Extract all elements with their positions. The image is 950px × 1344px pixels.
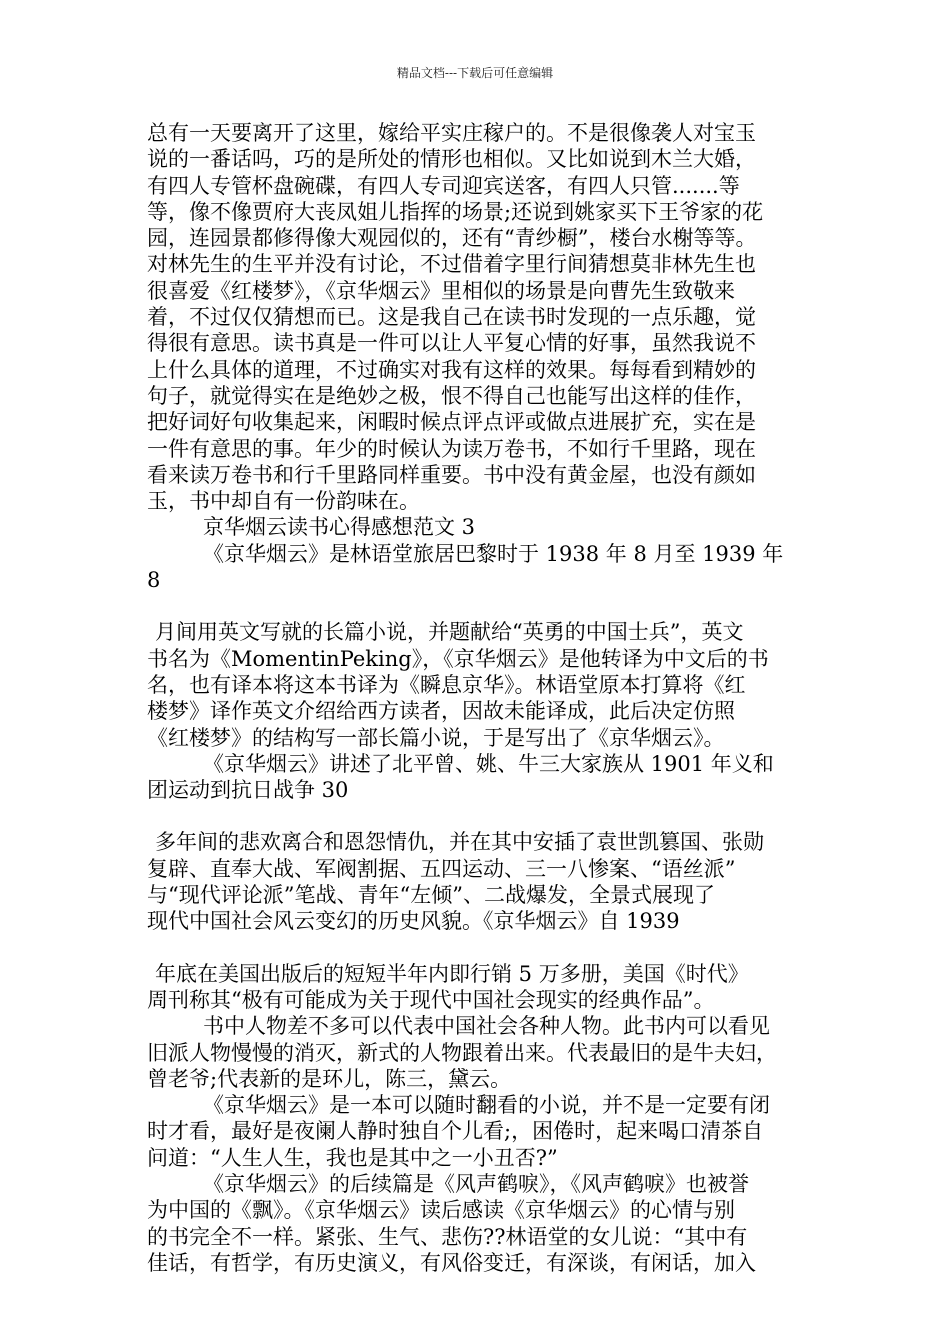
page-header: 精品文档---下载后可任意编辑 <box>396 66 554 80</box>
text-line: 名，也有译本将这本书译为《瞬息京华》。林语堂原本打算将《红 <box>147 672 746 697</box>
text-line: 《京华烟云》是一本可以随时翻看的小说，并不是一定要有闭 <box>203 1093 770 1118</box>
text-line: 多年间的悲欢离合和恩怨情仇，并在其中安插了袁世凯篡国、张勋 <box>155 830 764 855</box>
blank-line <box>147 803 807 829</box>
blank-line <box>147 935 807 961</box>
text-line: 很喜爱《红楼梦》，《京华烟云》里相似的场景是向曹先生致敬来 <box>147 278 735 303</box>
text-line: 园，连园景都修得像大观园似的，还有“青纱橱”，楼台水榭等等。 <box>147 226 757 251</box>
text-line: 的书完全不一样。紧张、生气、悲伤??林语堂的女儿说：“其中有 <box>147 1224 748 1249</box>
text-line: 周刊称其“极有可能成为关于现代中国社会现实的经典作品”。 <box>147 987 715 1012</box>
text-line: 佳话，有哲学，有历史演义，有风俗变迁，有深谈，有闲话，加入 <box>147 1250 756 1275</box>
text-line: 对林先生的生平并没有讨论，不过借着字里行间猜想莫非林先生也 <box>147 252 756 277</box>
text-line: 年底在美国出版后的短短半年内即行销 5 万多册，美国《时代》 <box>155 961 749 986</box>
text-line: 为中国的《飘》。《京华烟云》读后感读《京华烟云》的心情与别 <box>147 1198 735 1223</box>
text-line: 《京华烟云》是林语堂旅居巴黎时于 1938 年 8 月至 1939 年 <box>203 541 784 566</box>
text-line: 《京华烟云》的后续篇是《风声鹤唳》，《风声鹤唳》也被誉 <box>203 1171 749 1196</box>
text-line: 看来读万卷书和行千里路同样重要。书中没有黄金屋，也没有颜如 <box>147 462 756 487</box>
text-line: 问道：“人生人生，我也是其中之一小丑否?” <box>147 1145 558 1170</box>
text-line: 月间用英文写就的长篇小说，并题献给“英勇的中国士兵”，英文 <box>155 620 744 645</box>
text-line: 与“现代评论派”笔战、青年“左倾”、二战爆发，全景式展现了 <box>147 883 715 908</box>
text-line: 8 <box>147 568 161 593</box>
text-line: 句子，就觉得实在是绝妙之极，恨不得自己也能写出这样的佳作， <box>147 383 756 408</box>
text-line: 总有一天要离开了这里，嫁给平实庄稼户的。不是很像袭人对宝玉 <box>147 121 756 145</box>
text-line: 《红楼梦》的结构写一部长篇小说，于是写出了《京华烟云》。 <box>147 725 725 750</box>
text-line: 得很有意思。读书真是一件可以让人平复心情的好事，虽然我说不 <box>147 331 756 356</box>
text-line: 书名为《MomentinPeking》，《京华烟云》是他转译为中文后的书 <box>147 646 769 671</box>
text-line: 一件有意思的事。年少的时候认为读万卷书，不如行千里路，现在 <box>147 436 756 461</box>
text-line: 有四人专管杯盘碗碟，有四人专司迎宾送客，有四人只管.......等 <box>147 173 740 198</box>
text-line: 现代中国社会风云变幻的历史风貌。《京华烟云》自 1939 <box>147 909 680 934</box>
text-line: 团运动到抗日战争 30 <box>147 778 349 803</box>
text-line: 上什么具体的道理，不过确实对我有这样的效果。每每看到精妙的 <box>147 357 756 382</box>
text-line: 时才看，最好是夜阑人静时独自个儿看;，困倦时，起来喝口清茶自 <box>147 1119 764 1144</box>
text-line: 复辟、直奉大战、军阀割据、五四运动、三一八惨案、“语丝派” <box>147 856 736 881</box>
text-line: 书中人物差不多可以代表中国社会各种人物。此书内可以看见 <box>203 1014 770 1039</box>
blank-line <box>147 593 807 619</box>
text-line: 旧派人物慢慢的消灭，新式的人物跟着出来。代表最旧的是牛夫妇， <box>147 1040 777 1065</box>
text-line: 等，像不像贾府大丧凤姐儿指挥的场景;还说到姚家买下王爷家的花 <box>147 199 764 224</box>
document-body <box>147 120 807 1276</box>
text-line: 把好词好句收集起来，闲暇时候点评点评或做点进展扩充，实在是 <box>147 410 756 435</box>
text-line: 玉，书中却自有一份韵味在。 <box>147 489 420 514</box>
text-line: 楼梦》译作英文介绍给西方读者，因故未能译成，此后决定仿照 <box>147 699 735 724</box>
text-line: 说的一番话吗，巧的是所处的情形也相似。又比如说到木兰大婚， <box>147 147 756 172</box>
text-line: 着，不过仅仅猜想而已。这是我自己在读书时发现的一点乐趣，觉 <box>147 305 756 330</box>
text-line: 《京华烟云》讲述了北平曾、姚、牛三大家族从 1901 年义和 <box>203 751 774 776</box>
section-heading: 京华烟云读书心得感想范文 3 <box>203 515 476 540</box>
text-line: 曾老爷;代表新的是环儿，陈三，黛云。 <box>147 1066 512 1091</box>
